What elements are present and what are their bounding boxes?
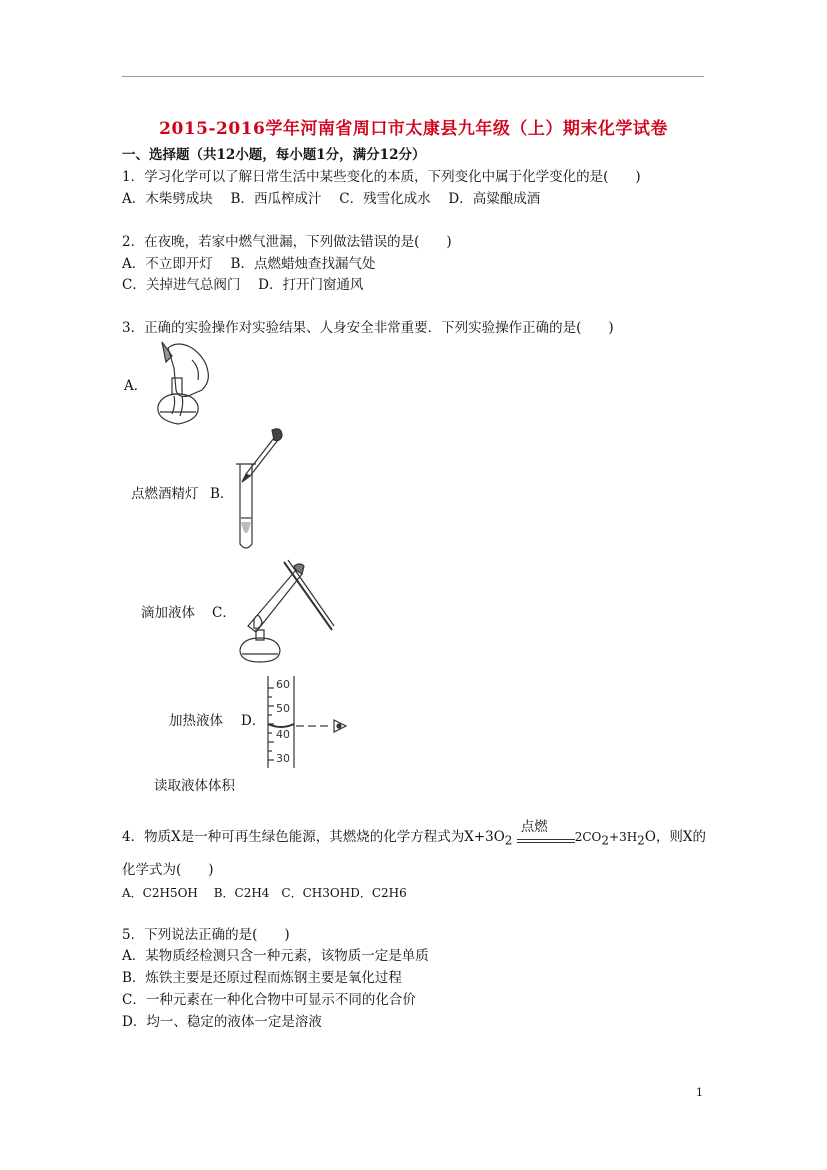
q3-option-a-caption: 点燃酒精灯: [131, 486, 199, 502]
q3-option-c-caption: 加热液体: [169, 713, 223, 729]
cylinder-tick-40: 40: [276, 728, 290, 741]
question-5-option-a: A．某物质经检测只含一种元素，该物质一定是单质: [122, 948, 429, 964]
q4-co2-subscript: 2: [601, 833, 610, 848]
question-2-options-ab: A．不立即开灯 B．点燃蜡烛查找漏气处: [122, 256, 376, 272]
question-4-stem: [122, 818, 706, 850]
question-5-option-c: C．一种元素在一种化合物中可显示不同的化合价: [122, 992, 416, 1008]
question-1-options: A．木柴劈成块 B．西瓜榨成汁 C．残雪化成水 D．高粱酿成酒: [122, 191, 541, 207]
question-2-options-cd: C．关掉进气总阀门 D．打开门窗通风: [122, 277, 364, 293]
graduated-cylinder-figure: [262, 676, 354, 768]
question-2-stem: 2．在夜晚，若家中燃气泄漏，下列做法错误的是( ): [122, 234, 452, 250]
cylinder-tick-60: 60: [276, 678, 290, 691]
dropper-test-tube-figure: [232, 426, 288, 554]
header-rule: [122, 76, 704, 77]
reaction-condition: 点燃: [520, 818, 548, 835]
reaction-condition-arrow: [517, 818, 575, 850]
cylinder-tick-50: 50: [276, 702, 290, 715]
q3-option-c-letter: C．: [212, 605, 236, 621]
page-number: 1: [696, 1086, 703, 1099]
q3-option-d-caption: 读取液体体积: [154, 778, 235, 794]
page-title: 2015-2016学年河南省周口市太康县九年级（上）期末化学试卷: [159, 119, 668, 139]
q4-product-h2o: +3H: [609, 830, 638, 844]
question-5-option-b: B．炼铁主要是还原过程而炼钢主要是氧化过程: [122, 970, 402, 986]
cylinder-tick-30: 30: [276, 752, 290, 765]
q4-stem-text: 4．物质X是一种可再生绿色能源，其燃烧的化学方程式为X+3O: [122, 829, 505, 845]
question-4-line2: 化学式为( ): [122, 862, 214, 878]
q3-option-d-letter: D．: [241, 713, 266, 729]
q3-option-b-letter: B．: [210, 486, 234, 502]
q3-option-a-letter: A．: [124, 378, 148, 394]
question-1-stem: 1．学习化学可以了解日常生活中某些变化的本质，下列变化中属于化学变化的是( ): [122, 169, 641, 185]
heating-liquid-figure: [234, 560, 336, 664]
q3-option-b-caption: 滴加液体: [141, 605, 195, 621]
question-3-stem: 3．正确的实验操作对实验结果、人身安全非常重要．下列实验操作正确的是( ): [122, 320, 614, 336]
question-5-option-d: D．均一、稳定的液体一定是溶液: [122, 1014, 322, 1030]
question-5-stem: 5．下列说法正确的是( ): [122, 927, 290, 943]
alcohol-lamp-lighting-figure: [148, 338, 224, 430]
q4-h2o-subscript: 2: [637, 833, 645, 848]
q4-o2-subscript: 2: [504, 833, 513, 848]
section-heading: 一、选择题（共12小题，每小题1分，满分12分）: [122, 147, 426, 163]
q4-stem-end: O，则X的: [644, 829, 706, 845]
q4-product-co2: 2CO: [574, 830, 602, 844]
question-4-options: A．C2H5OH B．C2H4 C．CH3OHD．C2H6: [122, 886, 407, 900]
